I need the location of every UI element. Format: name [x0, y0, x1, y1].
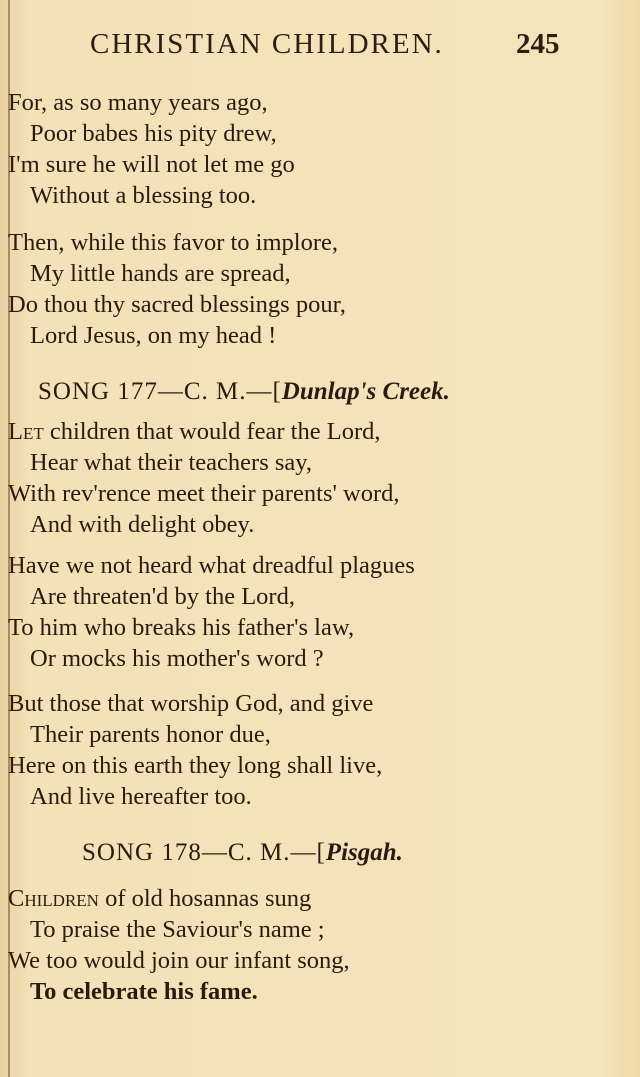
- verse-line: My little hands are spread,: [30, 260, 291, 287]
- verse-line: To him who breaks his father's law,: [8, 614, 355, 641]
- verse-line: Their parents honor due,: [30, 721, 271, 748]
- verse-line: Have we not heard what dreadful plagues: [8, 552, 415, 579]
- verse-line: And with delight obey.: [30, 511, 255, 538]
- verse-line: To praise the Saviour's name ;: [30, 916, 325, 943]
- running-head: CHRISTIAN CHILDREN.: [90, 28, 444, 60]
- verse-line: Hear what their teachers say,: [30, 449, 313, 476]
- verse-line: Then, while this favor to implore,: [8, 229, 338, 256]
- drop-word: Children: [8, 885, 99, 912]
- song-177-tune: Dunlap's Creek.: [281, 378, 450, 405]
- verse-line: Let children that would fear the Lord,: [8, 418, 381, 445]
- song-178-tune: Pisgah.: [325, 839, 403, 866]
- verse-line: With rev'rence meet their parents' word,: [8, 480, 400, 507]
- drop-word: Let: [8, 418, 44, 445]
- verse-line: Lord Jesus, on my head !: [30, 322, 277, 349]
- verse-line: Poor babes his pity drew,: [30, 120, 277, 147]
- verse-line: Do thou thy sacred blessings pour,: [8, 291, 346, 318]
- verse-line: Children of old hosannas sung: [8, 885, 312, 912]
- verse-line: I'm sure he will not let me go: [8, 151, 295, 178]
- song-177-title: [38, 377, 450, 407]
- song-178-title: [82, 838, 403, 868]
- verse-line: We too would join our infant song,: [8, 947, 350, 974]
- page-number: 245: [516, 28, 560, 60]
- verse-line: To celebrate his fame.: [30, 978, 258, 1005]
- verse-line: Without a blessing too.: [30, 182, 257, 209]
- song-177-number: SONG 177—C. M.—[: [38, 378, 282, 405]
- song-178-number: SONG 178—C. M.—[: [82, 839, 326, 866]
- page-header: [0, 28, 640, 68]
- verse-line: For, as so many years ago,: [8, 89, 268, 116]
- verse-line: Or mocks his mother's word ?: [30, 645, 324, 672]
- verse-line: But those that worship God, and give: [8, 690, 374, 717]
- verse-line: Are threaten'd by the Lord,: [30, 583, 295, 610]
- verse-line: And live hereafter too.: [30, 783, 252, 810]
- verse-line: Here on this earth they long shall live,: [8, 752, 383, 779]
